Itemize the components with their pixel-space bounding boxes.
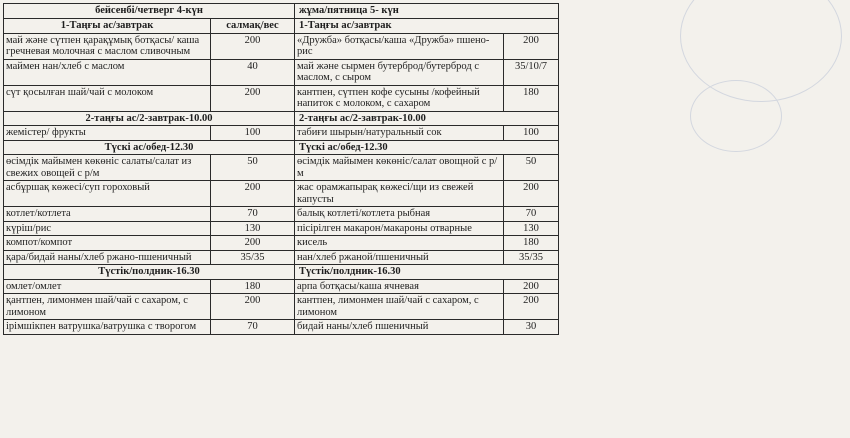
section-header-row — [4, 19, 559, 34]
faded-stamp-circle-inner — [690, 80, 782, 152]
right-dish-weight: 180 — [504, 236, 559, 251]
table-row — [4, 126, 559, 141]
left-dish-name: омлет/омлет — [4, 279, 211, 294]
left-dish-weight: 200 — [211, 33, 295, 59]
right-dish-name: кантпен, сүтпен кофе сусыны /кофейный напиток с молоком, с сахаром — [295, 85, 504, 111]
left-section-title: Түстік/полдник-16.30 — [4, 265, 295, 280]
left-dish-weight: 70 — [211, 207, 295, 222]
left-dish-name: өсімдік майымен көкөніс салаты/салат из свежих овощей с р/м — [4, 155, 211, 181]
left-dish-weight: 180 — [211, 279, 295, 294]
section-header-row — [4, 111, 559, 126]
day-header-row — [4, 4, 559, 19]
left-dish-name: котлет/котлета — [4, 207, 211, 222]
right-dish-weight: 200 — [504, 33, 559, 59]
left-dish-weight: 200 — [211, 181, 295, 207]
left-dish-weight: 200 — [211, 85, 295, 111]
right-dish-name: арпа ботқасы/каша ячневая — [295, 279, 504, 294]
left-dish-name: қантпен, лимонмен шай/чай с сахаром, с лимоном — [4, 294, 211, 320]
right-dish-name: бидай наны/хлеб пшеничный — [295, 320, 504, 335]
section-header-row — [4, 265, 559, 280]
right-dish-weight: 200 — [504, 294, 559, 320]
table-row — [4, 207, 559, 222]
right-dish-weight: 50 — [504, 155, 559, 181]
table-row — [4, 320, 559, 335]
table-row — [4, 181, 559, 207]
left-dish-weight: 50 — [211, 155, 295, 181]
table-row — [4, 221, 559, 236]
left-dish-name: маймен нан/хлеб с маслом — [4, 59, 211, 85]
left-dish-name: ірімшікпен ватрушка/ватрушка с творогом — [4, 320, 211, 335]
right-dish-name: өсімдік майымен көкөніс/салат овощной с р/м — [295, 155, 504, 181]
right-dish-name: пісірілген макарон/макароны отварные — [295, 221, 504, 236]
table-row — [4, 294, 559, 320]
left-dish-weight: 40 — [211, 59, 295, 85]
right-section-title: Түскі ас/обед-12.30 — [295, 140, 559, 155]
right-day-header: жұма/пятница 5- күн — [295, 4, 559, 19]
right-dish-weight: 30 — [504, 320, 559, 335]
left-dish-weight: 100 — [211, 126, 295, 141]
right-dish-name: май және сырмен бутерброд/бутерброд с маслом, с сыром — [295, 59, 504, 85]
right-section-title: 2-таңғы ас/2-завтрак-10.00 — [295, 111, 559, 126]
table-row — [4, 250, 559, 265]
weight-column-header: салмақ/вес — [211, 19, 295, 34]
table-row — [4, 279, 559, 294]
right-dish-name: балық котлеті/котлета рыбная — [295, 207, 504, 222]
left-day-header: бейсенбі/четверг 4-күн — [4, 4, 295, 19]
left-dish-weight: 200 — [211, 294, 295, 320]
right-dish-name: табиғи шырын/натуральный сок — [295, 126, 504, 141]
right-dish-name: кисель — [295, 236, 504, 251]
right-dish-weight: 35/35 — [504, 250, 559, 265]
table-row — [4, 59, 559, 85]
left-dish-weight: 35/35 — [211, 250, 295, 265]
left-dish-weight: 130 — [211, 221, 295, 236]
right-dish-weight: 130 — [504, 221, 559, 236]
right-dish-weight: 100 — [504, 126, 559, 141]
right-section-title: Түстік/полдник-16.30 — [295, 265, 559, 280]
right-dish-weight: 180 — [504, 85, 559, 111]
left-section-title: 1-Таңғы ас/завтрак — [4, 19, 211, 34]
section-header-row — [4, 140, 559, 155]
left-dish-name: май және сүтпен қарақұмық ботқасы/ каша гречневая молочная с маслом сливочным — [4, 33, 211, 59]
left-section-title: 2-таңғы ас/2-завтрак-10.00 — [4, 111, 295, 126]
right-section-title: 1-Таңғы ас/завтрак — [295, 19, 559, 34]
table-row — [4, 236, 559, 251]
left-dish-name: күріш/рис — [4, 221, 211, 236]
left-dish-name: жемістер/ фрукты — [4, 126, 211, 141]
right-dish-weight: 200 — [504, 181, 559, 207]
right-dish-name: нан/хлеб ржаной/пшеничный — [295, 250, 504, 265]
left-dish-name: сүт қосылған шай/чай с молоком — [4, 85, 211, 111]
left-dish-name: қара/бидай наны/хлеб ржано-пшеничный — [4, 250, 211, 265]
right-dish-name: «Дружба» ботқасы/каша «Дружба» пшено-рис — [295, 33, 504, 59]
right-dish-weight: 70 — [504, 207, 559, 222]
left-dish-weight: 70 — [211, 320, 295, 335]
right-dish-weight: 200 — [504, 279, 559, 294]
right-dish-name: жас орамжапырақ көжесі/щи из свежей капусты — [295, 181, 504, 207]
table-row — [4, 85, 559, 111]
faded-stamp-circle — [680, 0, 842, 102]
table-row — [4, 33, 559, 59]
left-dish-weight: 200 — [211, 236, 295, 251]
left-dish-name: асбұршақ көжесі/суп гороховый — [4, 181, 211, 207]
right-dish-name: кантпен, лимонмен шай/чай с сахаром, с лимоном — [295, 294, 504, 320]
left-dish-name: компот/компот — [4, 236, 211, 251]
right-dish-weight: 35/10/7 — [504, 59, 559, 85]
menu-table-body — [4, 4, 559, 335]
menu-table — [3, 3, 559, 335]
left-section-title: Түскі ас/обед-12.30 — [4, 140, 295, 155]
table-row — [4, 155, 559, 181]
